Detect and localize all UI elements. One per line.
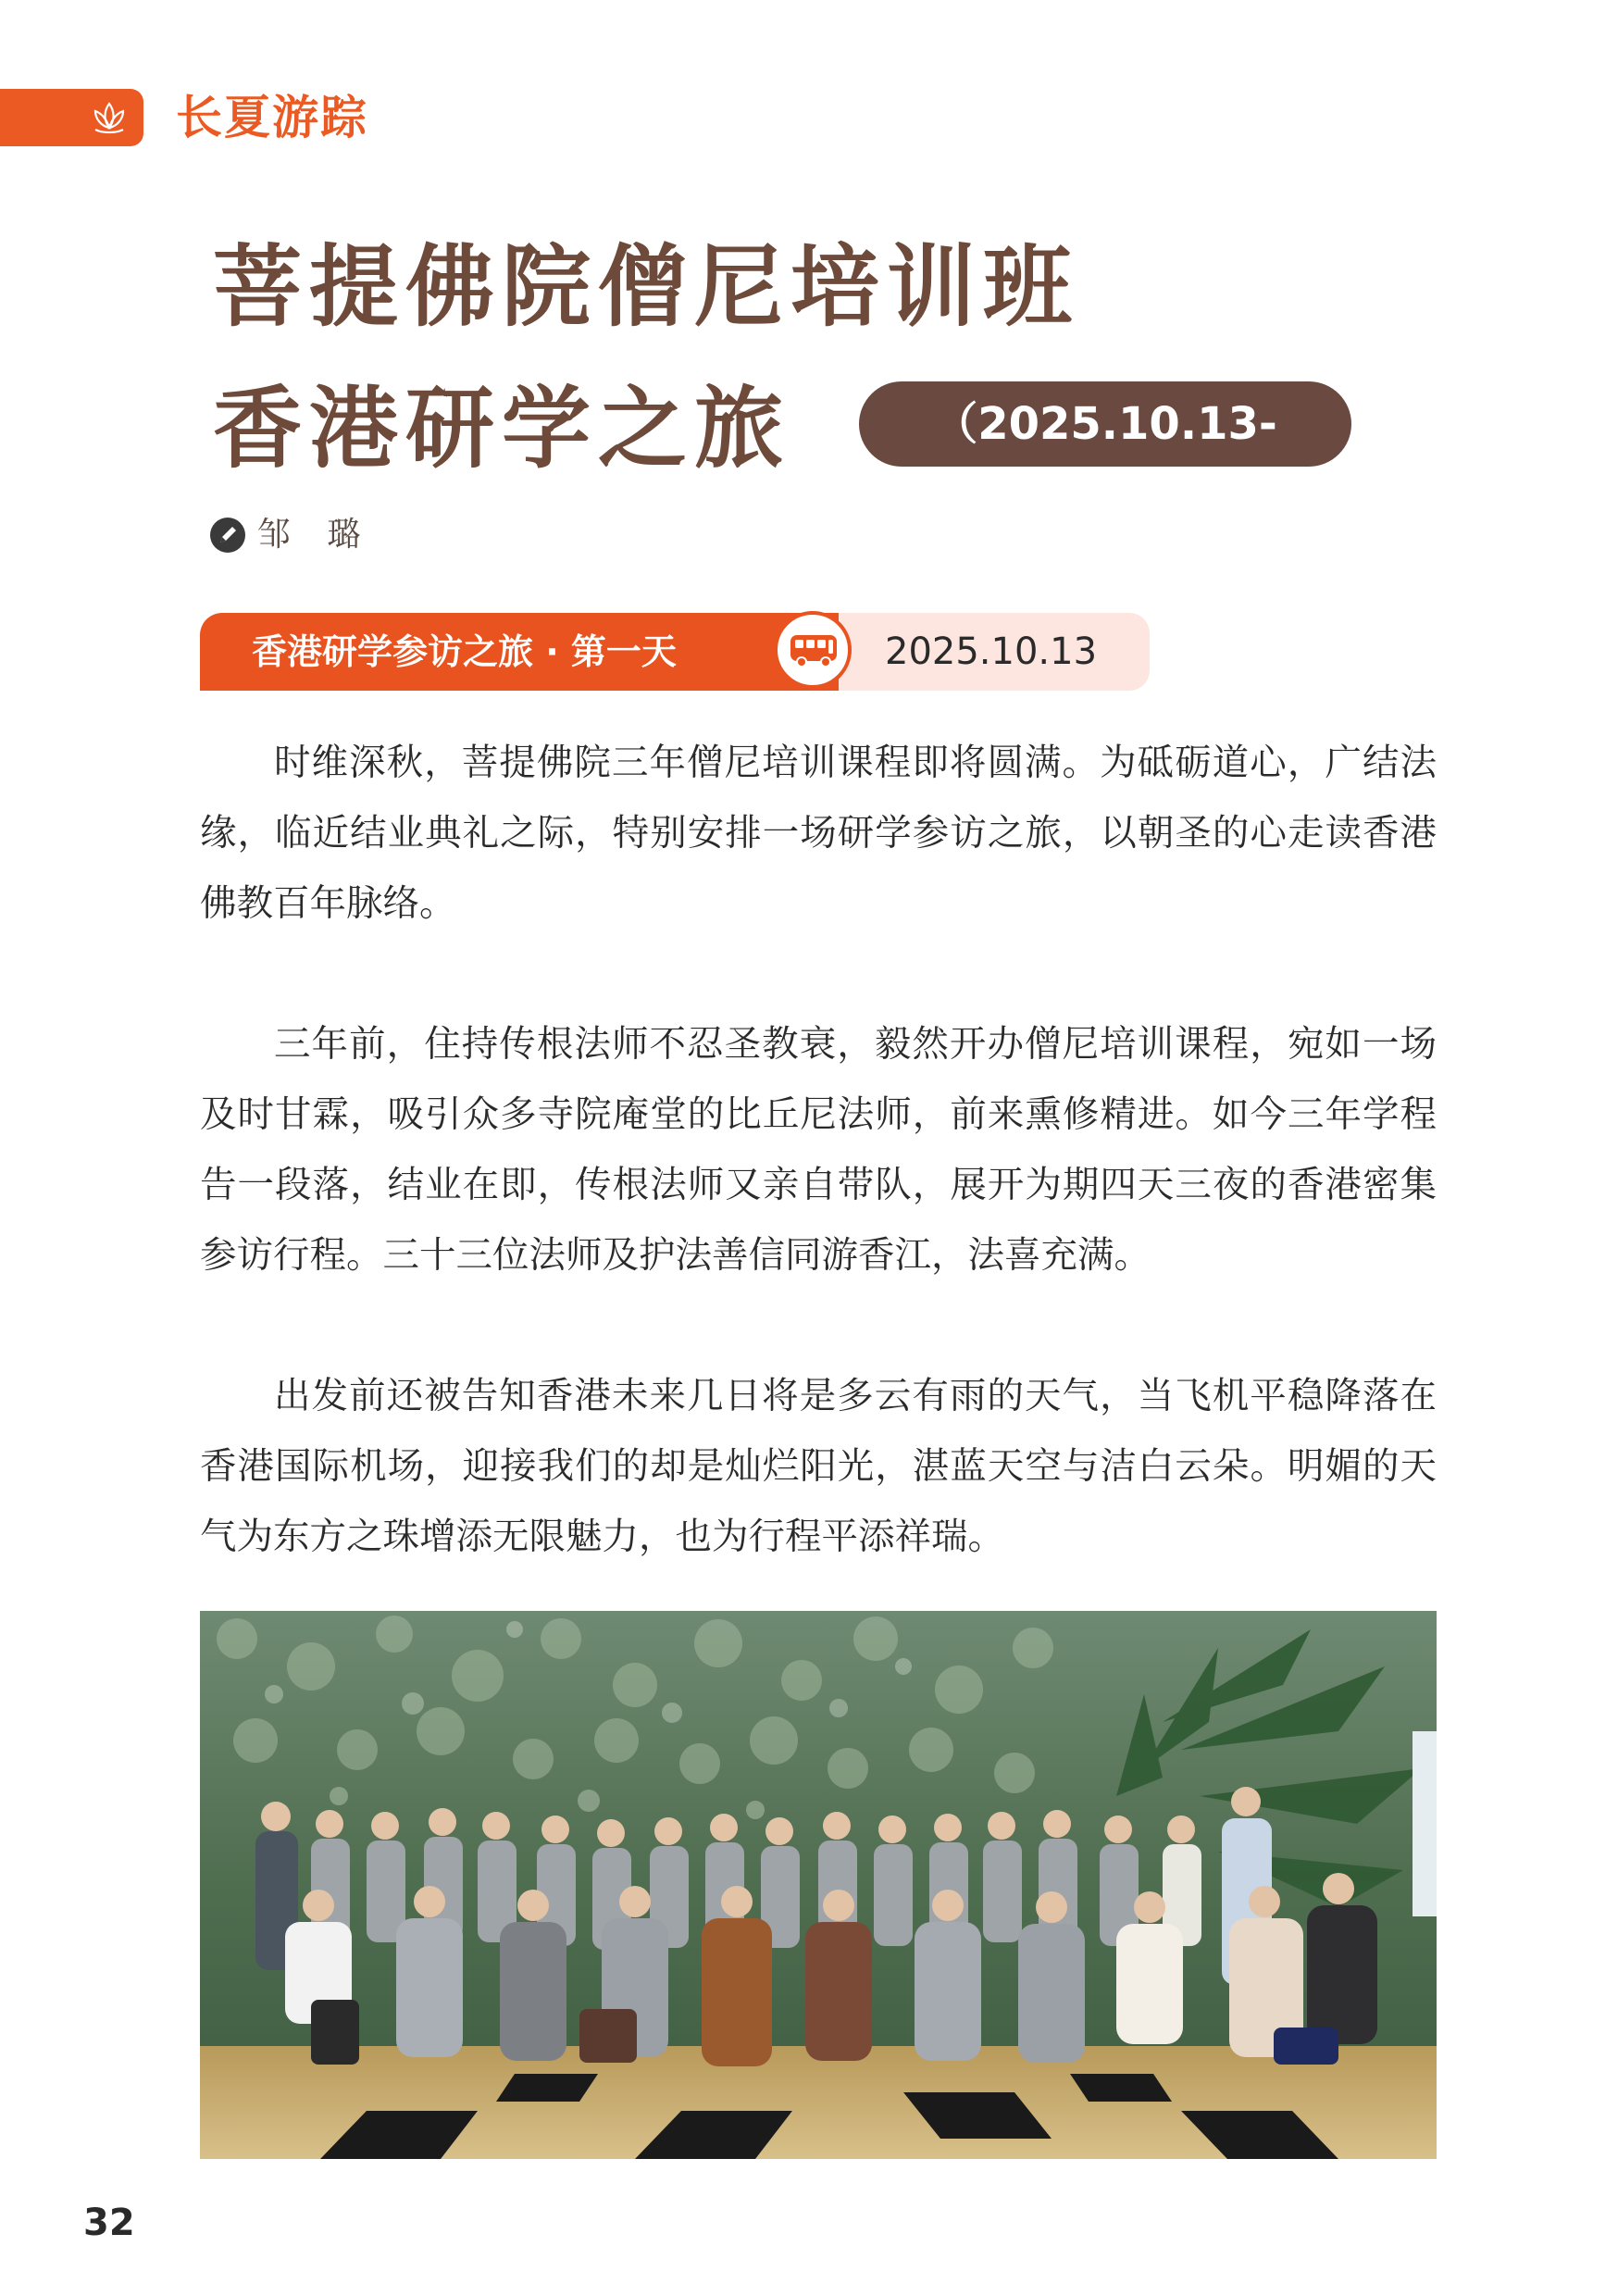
bus-icon <box>789 633 839 668</box>
group-photo <box>200 1611 1437 2159</box>
body-paragraph: 出发前还被告知香港未来几日将是多云有雨的天气，当飞机平稳降落在香港国际机场，迎接我们的却是灿烂阳光，湛蓝天空与洁白云朵。明媚的天气为东方之珠增添无限魅力，也为行程平添祥瑞。 <box>200 1375 1437 1558</box>
day-banner-date: 2025.10.13 <box>885 630 1098 673</box>
bus-icon-badge <box>774 611 852 689</box>
article-title-line2: 香港研学之旅 <box>213 376 790 480</box>
day-banner <box>200 613 1150 691</box>
section-title: 长夏游踪 <box>176 91 368 144</box>
page-number: 32 <box>83 2202 135 2244</box>
body-paragraph: 三年前，住持传根法师不忍圣教衰，毅然开办僧尼培训课程，宛如一场及时甘霖，吸引众多寺院庵堂的比丘尼法师，前来熏修精进。如今三年学程告一段落，结业在即，传根法师又亲自带队，展开为期四天三夜的香港密集参访行程。三十三位法师及护法善信同游香江，法喜充满。 <box>200 1023 1437 1277</box>
date-range-badge: （2025.10.13-10.16） <box>859 381 1351 467</box>
body-paragraph: 时维深秋，菩提佛院三年僧尼培训课程即将圆满。为砥砺道心，广结法缘，临近结业典礼之际，特别安排一场研学参访之旅，以朝圣的心走读香港佛教百年脉络。 <box>200 742 1437 925</box>
lotus-icon <box>90 100 129 135</box>
day-banner-label: 香港研学参访之旅 · 第一天 <box>252 631 677 672</box>
article-title-line1: 菩提佛院僧尼培训班 <box>213 234 1079 339</box>
author-name: 邹 璐 <box>257 516 374 554</box>
pen-icon <box>209 517 246 554</box>
